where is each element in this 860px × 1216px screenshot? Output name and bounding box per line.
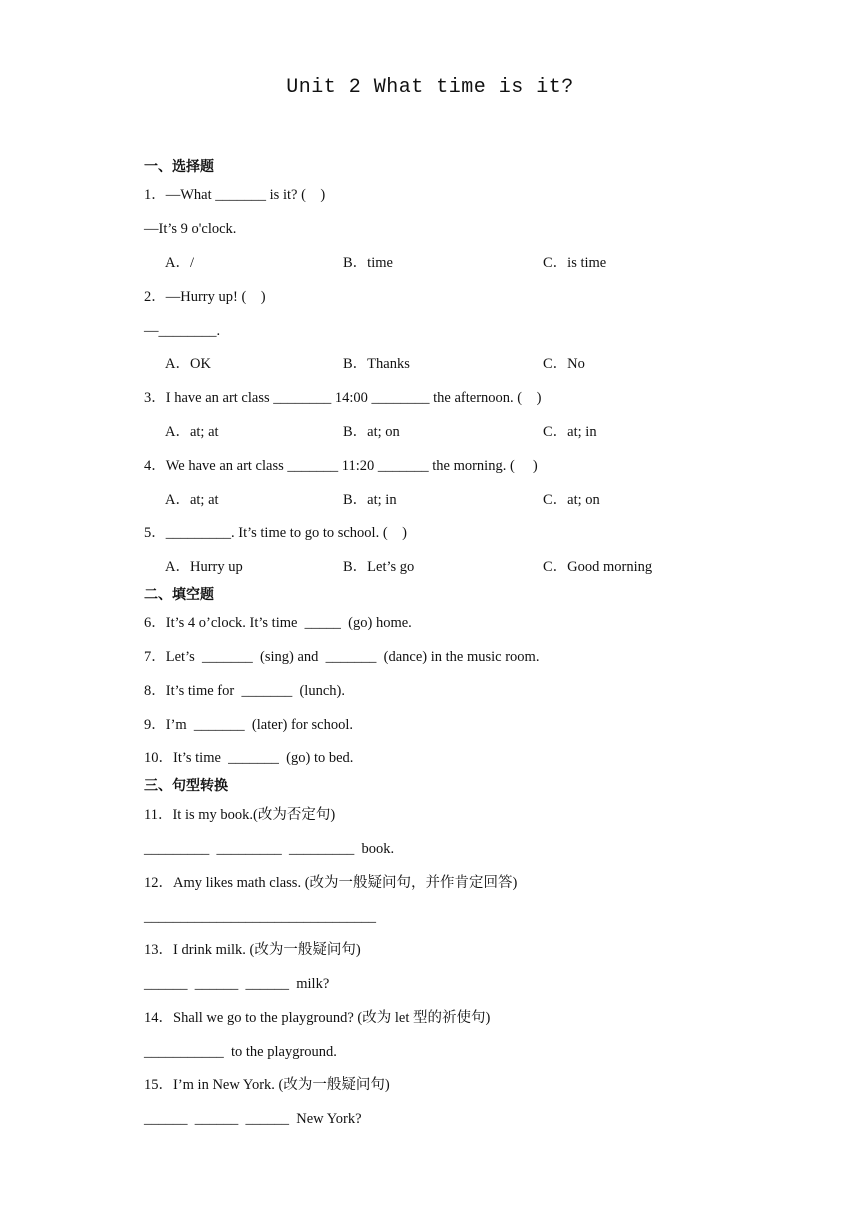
- question-2-answer-line: —________.: [144, 323, 221, 339]
- question-14-answer-line: ___________ to the playground.: [144, 1044, 337, 1060]
- question-15-answer-line: ______ ______ ______ New York?: [144, 1111, 362, 1127]
- q4-option-c: C．at; on: [543, 492, 600, 508]
- q1-option-b: B．time: [343, 255, 393, 271]
- q4-option-a: A．at; at: [165, 492, 219, 508]
- question-8: 8．It’s time for _______ (lunch).: [144, 683, 345, 699]
- question-2: 2．—Hurry up! ( ): [144, 289, 266, 305]
- question-15: 15．I’m in New York. (改为一般疑问句): [144, 1077, 390, 1093]
- question-3: 3．I have an art class ________ 14:00 ________ the afternoon. ( ): [144, 390, 542, 406]
- q1-option-c: C．is time: [543, 255, 607, 271]
- q2-option-a: A．OK: [165, 356, 211, 372]
- question-14: 14．Shall we go to the playground? (改为 let 型的祈使句): [144, 1010, 491, 1026]
- question-9: 9．I’m _______ (later) for school.: [144, 717, 353, 733]
- question-1-answer-line: —It’s 9 o'clock.: [144, 221, 237, 237]
- question-13: 13．I drink milk. (改为一般疑问句): [144, 942, 361, 958]
- q2-option-b: B．Thanks: [343, 356, 410, 372]
- question-12: 12．Amy likes math class. (改为一般疑问句，并作肯定回答): [144, 875, 518, 891]
- question-6: 6．It’s 4 o’clock. It’s time _____ (go) home.: [144, 615, 412, 631]
- page-title: Unit 2 What time is it?: [286, 76, 574, 99]
- question-7: 7．Let’s _______ (sing) and _______ (dance) in the music room.: [144, 649, 540, 665]
- q2-option-c: C．No: [543, 356, 585, 372]
- q3-option-a: A．at; at: [165, 424, 219, 440]
- q5-option-a: A．Hurry up: [165, 559, 243, 575]
- q5-option-c: C．Good morning: [543, 559, 653, 575]
- section-heading-fill-blank: 二、填空题: [144, 587, 214, 603]
- q4-option-b: B．at; in: [343, 492, 397, 508]
- q1-option-a: A．/: [165, 255, 194, 271]
- q5-option-b: B．Let’s go: [343, 559, 415, 575]
- question-4: 4．We have an art class _______ 11:20 _______ the morning. ( ): [144, 458, 538, 474]
- question-12-answer-line: ________________________________: [144, 909, 376, 925]
- question-13-answer-line: ______ ______ ______ milk?: [144, 976, 330, 992]
- question-5: 5．_________. It’s time to go to school. ( ): [144, 525, 407, 541]
- question-11: 11．It is my book.(改为否定句): [144, 807, 336, 823]
- question-11-answer-line: _________ _________ _________ book.: [144, 841, 395, 857]
- section-heading-choice: 一、选择题: [144, 159, 214, 175]
- q3-option-c: C．at; in: [543, 424, 597, 440]
- question-1: 1．—What _______ is it? ( ): [144, 187, 326, 203]
- question-10: 10．It’s time _______ (go) to bed.: [144, 750, 354, 766]
- section-heading-transform: 三、句型转换: [144, 778, 228, 794]
- q3-option-b: B．at; on: [343, 424, 400, 440]
